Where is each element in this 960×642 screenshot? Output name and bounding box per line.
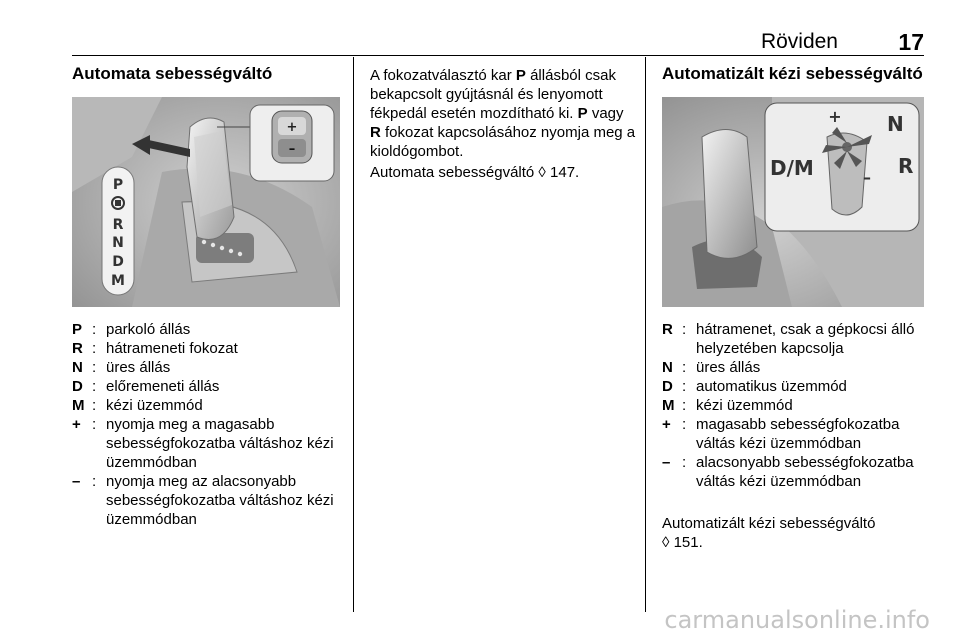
figure-label-r: R — [112, 217, 124, 233]
automatic-gearbox-figure — [72, 97, 340, 307]
left-legend — [72, 320, 342, 529]
legend-key: M — [72, 397, 85, 414]
watermark: carmanualsonline.info — [664, 606, 930, 634]
gear-p-bold: P — [515, 67, 526, 84]
text-run: vagy — [587, 105, 624, 122]
column-divider-right — [645, 57, 646, 612]
legend-text: hátrameneti fokozat — [106, 340, 238, 357]
legend-item: – : nyomja meg az alacsonyabb sebességfokozatba váltáshoz kézi üzemmódban — [72, 472, 342, 529]
minus-icon: – — [662, 454, 671, 471]
legend-item: M : kézi üzemmód — [72, 396, 342, 415]
right-reference: Automatizált kézi sebességváltó ◊ 151. — [662, 515, 876, 551]
legend-key: D — [72, 378, 83, 395]
legend-key: R — [72, 340, 83, 357]
column-divider-left — [353, 57, 354, 612]
legend-key: P — [72, 321, 83, 338]
right-heading: Automatizált kézi sebességváltó — [662, 64, 923, 83]
legend-text: hátramenet, csak a gépkocsi álló helyzetében kapcsolja — [696, 321, 915, 357]
figure-label-n: N — [112, 235, 124, 251]
legend-item: – : alacsonyabb sebességfokozatba váltás kézi üzemmódban — [662, 453, 928, 491]
legend-text: kézi üzemmód — [696, 397, 793, 414]
legend-text: parkoló állás — [106, 321, 191, 338]
figure-r-label: R — [898, 154, 914, 178]
figure-plus-label: + — [828, 107, 842, 126]
figure-minus-label: – — [288, 142, 296, 157]
figure-label-m: M — [111, 273, 125, 289]
middle-paragraph-1 — [370, 66, 638, 161]
legend-item: D : automatikus üzemmód — [662, 377, 928, 396]
legend-key: R — [662, 321, 673, 338]
minus-icon: – — [72, 473, 81, 490]
right-legend — [662, 320, 928, 491]
legend-item: P : parkoló állás — [72, 320, 342, 339]
figure-minus-label: – — [863, 168, 871, 187]
text-run: állásból csak bekapcsolt gyújtásnál és lenyomott fékpedál esetén mozdítható ki. — [370, 67, 616, 122]
legend-item: + : magasabb sebességfokozatba váltás kézi üzemmódban — [662, 415, 928, 453]
text-run: A fokozatválasztó kar — [370, 67, 516, 84]
legend-text: automatikus üzemmód — [696, 378, 847, 395]
plus-icon: + — [72, 416, 81, 433]
legend-text: üres állás — [696, 359, 761, 376]
figure-label-d: D — [112, 254, 124, 270]
legend-item: M : kézi üzemmód — [662, 396, 928, 415]
legend-text: alacsonyabb sebességfokozatba váltás kézi üzemmódban — [696, 454, 914, 490]
figure-dm-label: D/M — [770, 156, 814, 180]
left-heading: Automata sebességváltó — [72, 64, 273, 83]
legend-text: nyomja meg az alacsonyabb sebességfokozatba váltáshoz kézi üzemmódban — [106, 473, 334, 528]
page-number: 17 — [898, 29, 924, 55]
figure-plus-label: + — [286, 120, 298, 135]
automated-manual-gearbox-figure — [662, 97, 924, 307]
legend-item: D : előremeneti állás — [72, 377, 342, 396]
middle-reference: Automata sebességváltó ◊ 147. — [370, 164, 580, 181]
legend-item: R : hátramenet, csak a gépkocsi álló helyzetében kapcsolja — [662, 320, 928, 358]
legend-text: előremeneti állás — [106, 378, 220, 395]
legend-text: üres állás — [106, 359, 171, 376]
legend-item: N : üres állás — [662, 358, 928, 377]
gear-p-bold: P — [577, 105, 588, 122]
legend-key: N — [72, 359, 83, 376]
legend-key: D — [662, 378, 673, 395]
header-section-title: Röviden — [760, 30, 838, 53]
plus-icon: + — [662, 416, 671, 433]
header-rule — [72, 55, 924, 56]
legend-text: nyomja meg a magasabb sebességfokozatba váltáshoz kézi üzemmódban — [106, 416, 334, 471]
legend-key: M — [662, 397, 675, 414]
figure-label-p: P — [112, 177, 124, 193]
legend-item: + : nyomja meg a magasabb sebességfokozatba váltáshoz kézi üzemmódban — [72, 415, 342, 472]
figure-n-label: N — [887, 112, 904, 136]
text-run: fokozat kapcsolásához nyomja meg a kioldógombot. — [370, 124, 636, 160]
legend-text: magasabb sebességfokozatba váltás kézi üzemmódban — [696, 416, 900, 452]
legend-item: N : üres állás — [72, 358, 342, 377]
legend-key: N — [662, 359, 673, 376]
gear-r-bold: R — [370, 124, 381, 141]
legend-item: R : hátrameneti fokozat — [72, 339, 342, 358]
legend-text: kézi üzemmód — [106, 397, 203, 414]
